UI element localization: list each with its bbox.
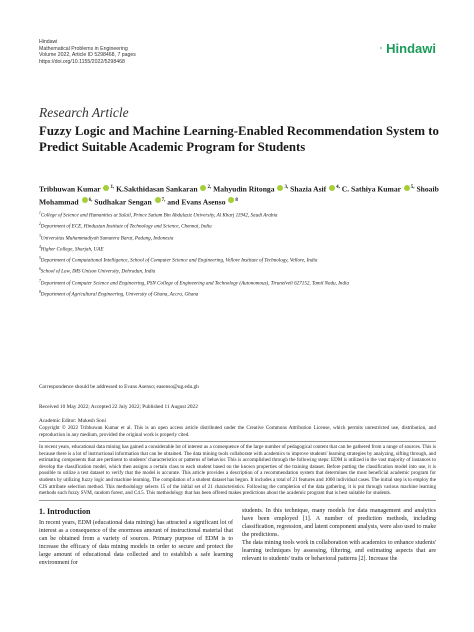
- journal-name: Mathematical Problems in Engineering: [39, 45, 128, 52]
- publication-dates: Received 10 May 2022; Accepted 22 July 2022; Published 11 August 2022: [39, 404, 198, 410]
- affiliation: $^5$Department of Computational Intelligence, School of Computer Science and Engineering, Vellore Institute of Technology, Vellore, India: [39, 256, 318, 264]
- orcid-icon[interactable]: [404, 185, 410, 191]
- abstract-block: In recent years, educational data mining has gained a considerable lot of interest as a consequence of the large number of pedagogical content that can be gathered from a range of sources. This is because there is a lot of instructional information that can be obtained. The data mining tools collaborate with academics to improve students' learning strategies by analyzing, sifting through, and estimating components that are pertinent to students' characteristics or patterns of behavior. This is accomplished through the following steps: EDM is utilized in the vast majority of instances to develop the classification model, which then assigns a certain class to each student based on the known properties of the training dataset. Before putting the classification model into use, it is possible to utilize a test dataset to verify that the model is accurate. This article provides a description of a recommendation system that determines the most beneficial academic program for students by utilizing fuzzy logic and machine learning. The compilation of a student dataset has begun. It includes a total of 21 features and 1000 individual cases. The initial step is to employ the CJS attribute selection method. This methodology selects 15 of the initial set of 21 characteristics. Following the completion of the data gathering, it is put through various machine learning methods such fuzzy SVM, random forest, and C4.5. This methodology that has been offered makes predictions about the academic program that is best suitable for students.: [39, 444, 436, 497]
- publisher-name: Hindawi: [39, 39, 58, 45]
- affiliation: $^2$Department of ECE, Hindustan Institute of Technology and Science, Chennai, India: [39, 222, 212, 230]
- journal-header: [39, 39, 136, 65]
- intro-column-left: In recent years, EDM (educational data mining) has attracted a significant lot of interest as a consequence of the enormous amount of instructional material that can be obtained from a variety of sources. Primary purpose of EDM is to increase the efficacy of data mining models in order to secure and protect the large amount of educational data collected and to establish a safe learning environment for: [39, 520, 233, 566]
- author-name: Shoaib Mohammad: [39, 184, 439, 207]
- volume-info: Volume 2022, Article ID 5298468, 7 pages: [39, 52, 136, 59]
- author-affiliation-number: 4,: [336, 185, 340, 190]
- orcid-icon[interactable]: [82, 197, 88, 203]
- intro-column-right: students. In this technique, many models for data management and analytics have been employed [1]. A number of prediction methods, including classification, regression, and latent component analysis, were also used to make the predictions. The data mining tools work in collaboration with academics to enhance students' learning techniques by assessing, filtering, and estimating aspects that are relevant to students' traits or behavioral patterns [2]. Increase the: [242, 508, 436, 562]
- affiliation: $^3$Universitas Muhammadiyah Sumatera Barat, Padang, Indonesia: [39, 233, 174, 242]
- author-name: and Evans Asenso: [167, 197, 228, 207]
- section-heading: 1. Introduction: [39, 507, 91, 516]
- orcid-icon[interactable]: [277, 185, 283, 191]
- author-name: Tribhuwan Kumar: [39, 184, 103, 194]
- author-name: K.Sakthidasan Sankaran: [116, 184, 200, 194]
- orcid-icon[interactable]: [200, 185, 206, 191]
- affiliation: $^6$School of Law, IMS Unison University, Dehradun, India: [39, 267, 156, 276]
- author-name: C. Sathiya Kumar: [341, 184, 403, 194]
- author-name: Shazia Asif: [290, 184, 329, 194]
- logo-text: Hindawi: [386, 40, 436, 56]
- affiliation-list: [39, 210, 439, 300]
- author-name: Sudhakar Sengan: [94, 197, 154, 207]
- hindawi-logo-icon: [380, 40, 382, 56]
- affiliation: $^4$Higher College, Sharjah, UAE: [39, 244, 104, 253]
- correspondence: Correspondence should be addressed to Evans Asenso; easenso@ug.edu.gh: [39, 384, 199, 390]
- affiliation: $^1$College of Science and Humanities at Sulail, Prince Sattam Bin Abdulaziz University, Al Kharj 11942, Saudi Arabia: [39, 211, 278, 219]
- hindawi-logo: [380, 38, 436, 58]
- affiliation: $^7$Department of Computer Science and Engineering, PSN College of Engineering and Technology (Autonomous), Tirunelveli 627152, Tamil Nadu, India: [39, 278, 349, 287]
- orcid-icon[interactable]: [228, 197, 234, 203]
- academic-editor: Academic Editor: Mukesh Soni: [39, 418, 106, 424]
- author-affiliation-number: 8: [235, 197, 238, 203]
- affiliation: $^8$Department of Agricultural Engineering, University of Ghana, Accra, Ghana: [39, 289, 199, 298]
- divider-top: [39, 441, 436, 442]
- article-type: Research Article: [39, 105, 129, 120]
- author-affiliation-number: 3,: [284, 185, 289, 190]
- copyright-notice: Copyright © 2022 Tribhuwan Kumar et al. This is an open access article distributed under the Creative Commons Attribution License, which permits unrestricted use, distribution, and reproduction in any medium, provided the original work is properly cited.: [39, 425, 436, 438]
- author-name: Mahyudin Ritonga: [213, 184, 277, 194]
- doi-link[interactable]: https://doi.org/10.1155/2022/5298468: [39, 58, 125, 65]
- author-affiliation-number: 6,: [88, 197, 93, 203]
- author-affiliation-number: 2,: [207, 185, 212, 190]
- orcid-icon[interactable]: [155, 197, 161, 203]
- author-affiliation-number: 7,: [161, 197, 166, 203]
- author-affiliation-number: 1,: [110, 185, 115, 190]
- article-title: Fuzzy Logic and Machine Learning-Enabled Recommendation System to Predict Suitable Academic Program for Students: [39, 124, 439, 154]
- divider-bottom: [39, 500, 436, 501]
- author-list: [39, 182, 439, 207]
- orcid-icon[interactable]: [103, 185, 109, 191]
- orcid-icon[interactable]: [329, 185, 335, 191]
- author-affiliation-number: 5,: [410, 185, 415, 190]
